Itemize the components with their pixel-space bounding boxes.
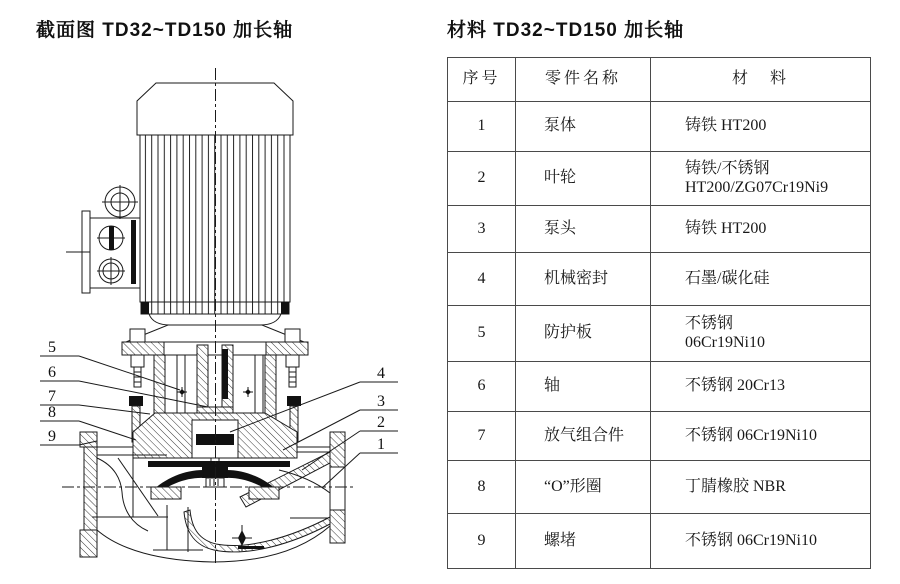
callout-label: 2: [377, 414, 385, 431]
cell-index: 3: [448, 206, 516, 253]
section-title-cross-section: 截面图 TD32~TD150 加长轴: [36, 20, 294, 41]
cell-index: 9: [448, 514, 516, 569]
materials-table: [447, 57, 871, 569]
callout-label: 5: [48, 339, 56, 356]
table-row: [448, 152, 871, 206]
table-row: [448, 362, 871, 412]
cell-index: 7: [448, 412, 516, 461]
callout-label: 9: [48, 428, 56, 445]
cell-index: 5: [448, 306, 516, 362]
table-header-row: [448, 58, 871, 102]
section-title-materials: 材料 TD32~TD150 加长轴: [447, 20, 685, 41]
callout-label: 7: [48, 388, 56, 405]
cell-part-name: 螺堵: [516, 514, 651, 569]
cell-index: 1: [448, 102, 516, 152]
volute-bottom-wall: [184, 510, 330, 552]
table-row: [448, 206, 871, 253]
cell-part-name: 泵体: [516, 102, 651, 152]
cell-material: 铸铁/不锈钢 HT200/ZG07Cr19Ni9: [651, 152, 871, 206]
cell-material: 铸铁 HT200: [651, 102, 871, 152]
cell-material: 丁腈橡胶 NBR: [651, 461, 871, 514]
header-index: 序号: [448, 58, 516, 102]
table-row: [448, 253, 871, 306]
cell-material: 不锈钢 06Cr19Ni10: [651, 514, 871, 569]
callout-label: 1: [377, 436, 385, 453]
cell-material: 铸铁 HT200: [651, 206, 871, 253]
callout-6: [40, 364, 208, 407]
cell-index: 2: [448, 152, 516, 206]
cell-part-name: 防护板: [516, 306, 651, 362]
cell-part-name: 机械密封: [516, 253, 651, 306]
terminal-box: [66, 185, 140, 293]
table-row: [448, 306, 871, 362]
cell-part-name: 泵头: [516, 206, 651, 253]
cell-material: 石墨/碳化硅: [651, 253, 871, 306]
header-material: 材 料: [651, 58, 871, 102]
callout-label: 8: [48, 404, 56, 421]
cell-part-name: 叶轮: [516, 152, 651, 206]
callout-label: 6: [48, 364, 56, 381]
callout-label: 3: [377, 393, 385, 410]
cell-part-name: 轴: [516, 362, 651, 412]
cell-material: 不锈钢 20Cr13: [651, 362, 871, 412]
cell-part-name: “O”形圈: [516, 461, 651, 514]
cell-material: 不锈钢 06Cr19Ni10: [651, 412, 871, 461]
cell-material: 不锈钢 06Cr19Ni10: [651, 306, 871, 362]
table-row: [448, 514, 871, 569]
header-part-name: 零件名称: [516, 58, 651, 102]
cell-index: 4: [448, 253, 516, 306]
plug-boss: [80, 432, 97, 447]
seal-spring: [222, 349, 228, 399]
cell-part-name: 放气组合件: [516, 412, 651, 461]
callout-label: 4: [377, 365, 385, 382]
table-row: [448, 412, 871, 461]
impeller: [148, 461, 290, 499]
table-row: [448, 102, 871, 152]
table-row: [448, 461, 871, 514]
cell-index: 6: [448, 362, 516, 412]
cell-index: 8: [448, 461, 516, 514]
